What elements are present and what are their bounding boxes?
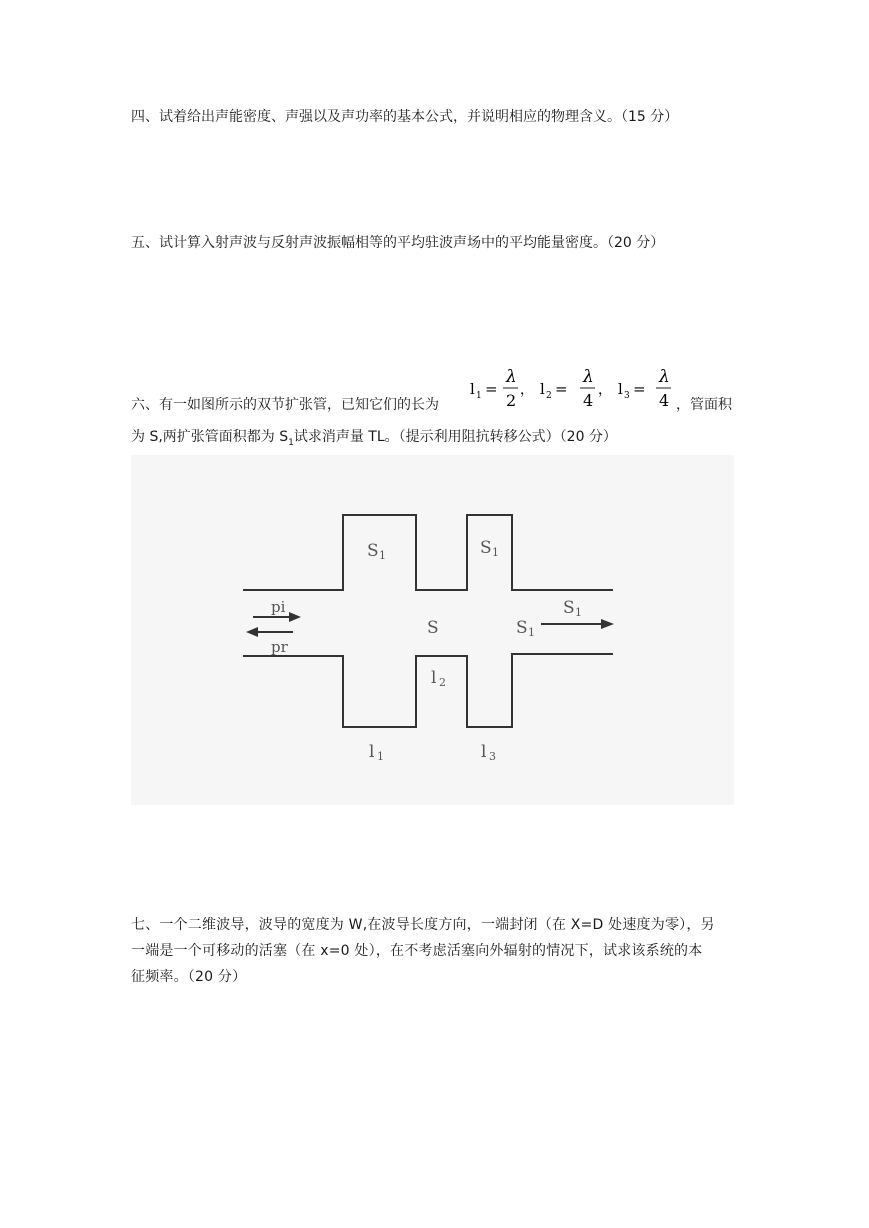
question-6-line-1 bbox=[131, 392, 439, 418]
label-s-center: S bbox=[427, 618, 439, 638]
formula-l1-sub: 1 bbox=[476, 391, 482, 401]
label-pi: pi bbox=[271, 598, 286, 616]
formula-l2-den: 4 bbox=[583, 391, 594, 410]
question-6-line-2-sub: 1 bbox=[288, 437, 294, 448]
formula-sep-1: ， bbox=[520, 382, 534, 398]
label-s1-left: S bbox=[367, 541, 379, 561]
question-6-text: 六、有一如图所示的双节扩张管，已知它们的长为 bbox=[131, 397, 439, 413]
expansion-chamber-figure bbox=[131, 455, 734, 805]
formula-l2: l bbox=[540, 380, 545, 398]
label-s1-right: S bbox=[480, 538, 492, 558]
label-pr: pr bbox=[271, 638, 288, 656]
formula-l1-den: 2 bbox=[506, 391, 517, 410]
formula-l3-den: 4 bbox=[659, 391, 670, 410]
outlet-arrow-head bbox=[601, 619, 614, 629]
formula-eq-3: = bbox=[633, 380, 646, 398]
upper-wall bbox=[243, 515, 613, 590]
label-l3: l bbox=[481, 742, 487, 762]
length-formula bbox=[468, 362, 678, 414]
question-6-line-2 bbox=[131, 424, 617, 456]
formula-l3-sub: 3 bbox=[624, 391, 630, 401]
label-s1-left-sub: 1 bbox=[379, 549, 386, 562]
reflected-arrow-head bbox=[246, 627, 258, 637]
question-6-line-2-b: 试求消声量 TL。（提示利用阻抗转移公式）（20 分） bbox=[293, 429, 617, 445]
label-s1-arrow-sub: 1 bbox=[575, 606, 582, 619]
formula-l2-num: λ bbox=[583, 367, 594, 387]
question-6-line-2-a: 为 S,两扩张管面积都为 S bbox=[131, 429, 289, 445]
question-7-line-2: 一端是一个可移动的活塞（在 x=0 处），在不考虑活塞向外辐射的情况下，试求该系统的本 bbox=[131, 943, 703, 959]
label-s1-outlet: S bbox=[516, 618, 528, 638]
question-7-line-1: 七、一个二维波导，波导的宽度为 W,在波导长度方向，一端封闭（在 X=D 处速度为零），另 bbox=[131, 917, 715, 933]
formula-l1: l bbox=[470, 380, 475, 398]
formula-sep-2: ， bbox=[598, 382, 612, 398]
label-s1-right-sub: 1 bbox=[492, 546, 499, 559]
question-7-line-3: 征频率。（20 分） bbox=[131, 969, 247, 985]
formula-l1-num: λ bbox=[506, 367, 517, 387]
lower-wall bbox=[243, 654, 613, 727]
question-7 bbox=[131, 912, 741, 990]
label-s1-outlet-sub: 1 bbox=[528, 626, 535, 639]
label-s1-arrow: S bbox=[563, 598, 575, 618]
label-l2-sub: 2 bbox=[439, 676, 446, 689]
incident-arrow-head bbox=[289, 612, 301, 622]
question-6-tail: ，管面积 bbox=[676, 397, 732, 413]
label-l1: l bbox=[369, 742, 375, 762]
formula-l2-sub: 2 bbox=[546, 391, 552, 401]
question-4: 四、试着给出声能密度、声强以及声功率的基本公式，并说明相应的物理含义。（15 分） bbox=[131, 109, 679, 125]
question-5: 五、试计算入射声波与反射声波振幅相等的平均驻波声场中的平均能量密度。（20 分） bbox=[131, 235, 665, 251]
label-l2: l bbox=[431, 668, 437, 688]
formula-l3-num: λ bbox=[659, 367, 670, 387]
formula-l3: l bbox=[618, 380, 623, 398]
formula-eq-2: = bbox=[555, 380, 568, 398]
expansion-chamber-diagram bbox=[131, 455, 734, 805]
label-l1-sub: 1 bbox=[377, 750, 384, 763]
formula-eq-1: = bbox=[485, 380, 498, 398]
label-l3-sub: 3 bbox=[489, 750, 496, 763]
